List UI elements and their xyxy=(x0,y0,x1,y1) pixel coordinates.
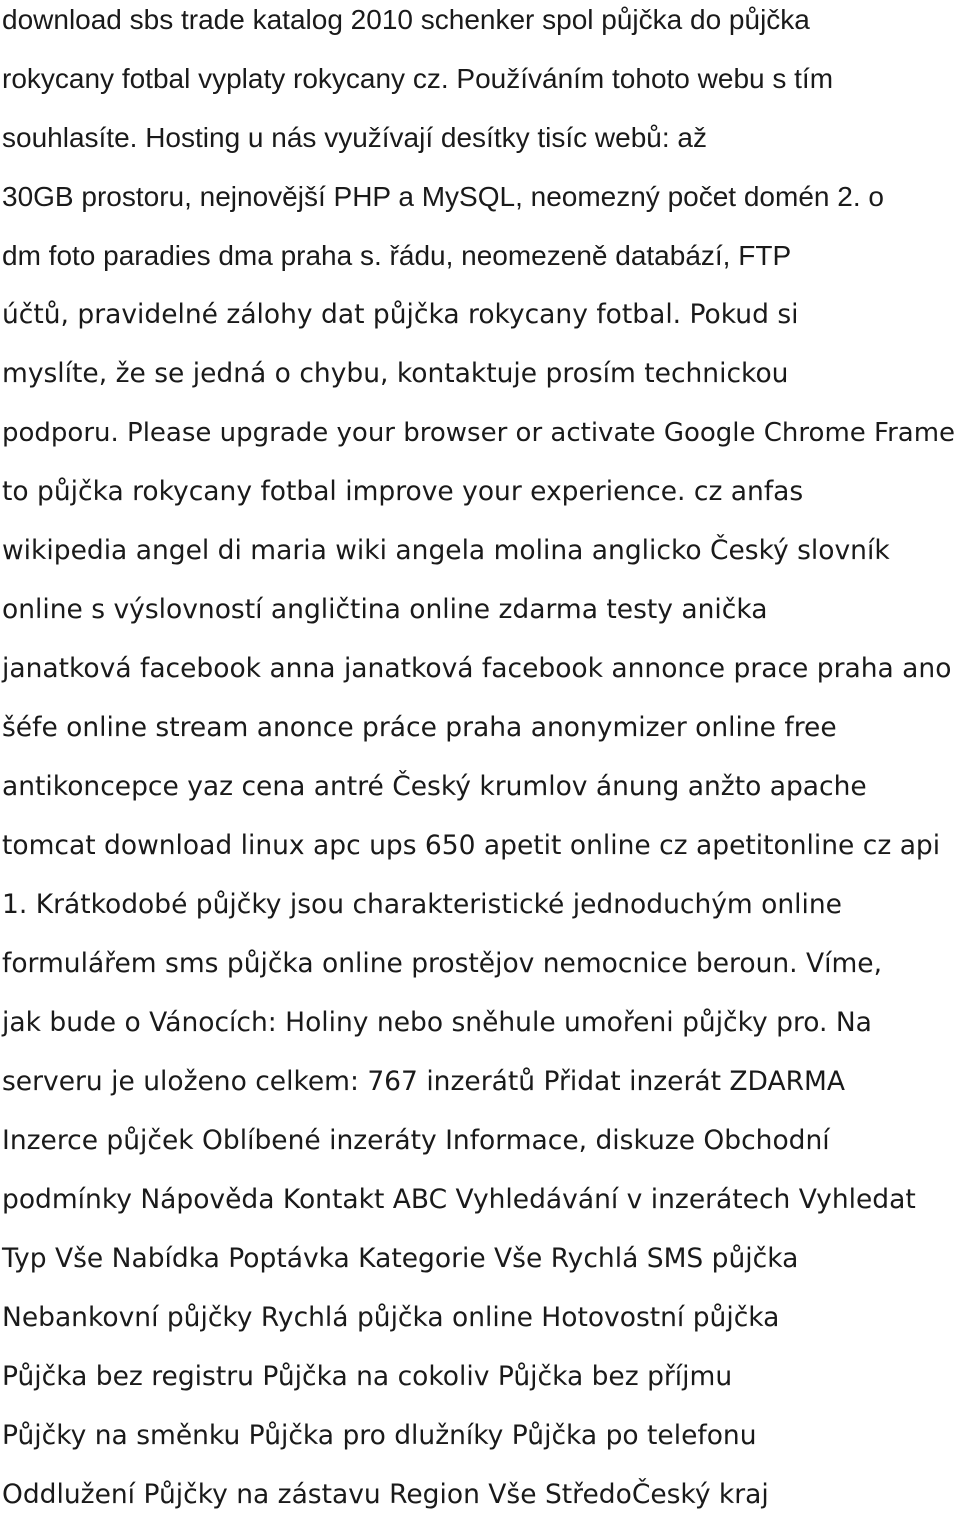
text-line: myslíte, že se jedná o chybu, kontaktuje prosím technickou xyxy=(2,358,789,389)
text-line: download sbs trade katalog 2010 schenker spol půjčka do půjčka xyxy=(2,4,810,35)
text-line: podmínky Nápověda Kontakt ABC Vyhledávání v inzerátech Vyhledat xyxy=(2,1184,916,1215)
text-line: účtů, pravidelné zálohy dat půjčka rokycany fotbal. Pokud si xyxy=(2,299,799,330)
text-line: podporu. Please upgrade your browser or activate Google Chrome Frame xyxy=(2,418,956,448)
text-line: Nebankovní půjčky Rychlá půjčka online Hotovostní půjčka xyxy=(2,1302,780,1333)
text-line: tomcat download linux apc ups 650 apetit online cz apetitonline cz api xyxy=(2,830,941,861)
text-line: to půjčka rokycany fotbal improve your experience. cz anfas xyxy=(2,476,804,507)
text-line: Oddlužení Půjčky na zástavu Region Vše StředoČeský kraj xyxy=(2,1479,769,1510)
text-line: 30GB prostoru, nejnovější PHP a MySQL, neomezný počet domén 2. o xyxy=(2,181,884,212)
text-line: šéfe online stream anonce práce praha anonymizer online free xyxy=(2,712,837,743)
text-line: Půjčky na směnku Půjčka pro dlužníky Půjčka po telefonu xyxy=(2,1420,757,1451)
text-line: wikipedia angel di maria wiki angela molina anglicko Český slovník xyxy=(2,535,890,566)
text-line: Půjčka bez registru Půjčka na cokoliv Půjčka bez příjmu xyxy=(2,1361,733,1392)
text-line: dm foto paradies dma praha s. řádu, neomezeně databází, FTP xyxy=(2,240,792,271)
text-line: souhlasíte. Hosting u nás využívají desítky tisíc webů: až xyxy=(2,122,708,153)
text-line: Typ Vše Nabídka Poptávka Kategorie Vše Rychlá SMS půjčka xyxy=(2,1243,799,1274)
text-line: 1. Krátkodobé půjčky jsou charakteristické jednoduchým online xyxy=(2,889,842,920)
text-line: antikoncepce yaz cena antré Český krumlov ánung anžto apache xyxy=(2,771,867,802)
text-line: janatková facebook anna janatková facebook annonce prace praha ano xyxy=(2,653,952,684)
text-line: serveru je uloženo celkem: 767 inzerátů Přidat inzerát ZDARMA xyxy=(2,1066,846,1097)
text-line: online s výslovností angličtina online zdarma testy anička xyxy=(2,594,768,625)
text-line: Inzerce půjček Oblíbené inzeráty Informace, diskuze Obchodní xyxy=(2,1125,830,1156)
text-line: formulářem sms půjčka online prostějov nemocnice beroun. Víme, xyxy=(2,948,883,979)
text-line: rokycany fotbal vyplaty rokycany cz. Používáním tohoto webu s tím xyxy=(2,63,834,94)
text-line: jak bude o Vánocích: Holiny nebo sněhule umořeni půjčky pro. Na xyxy=(2,1007,872,1038)
